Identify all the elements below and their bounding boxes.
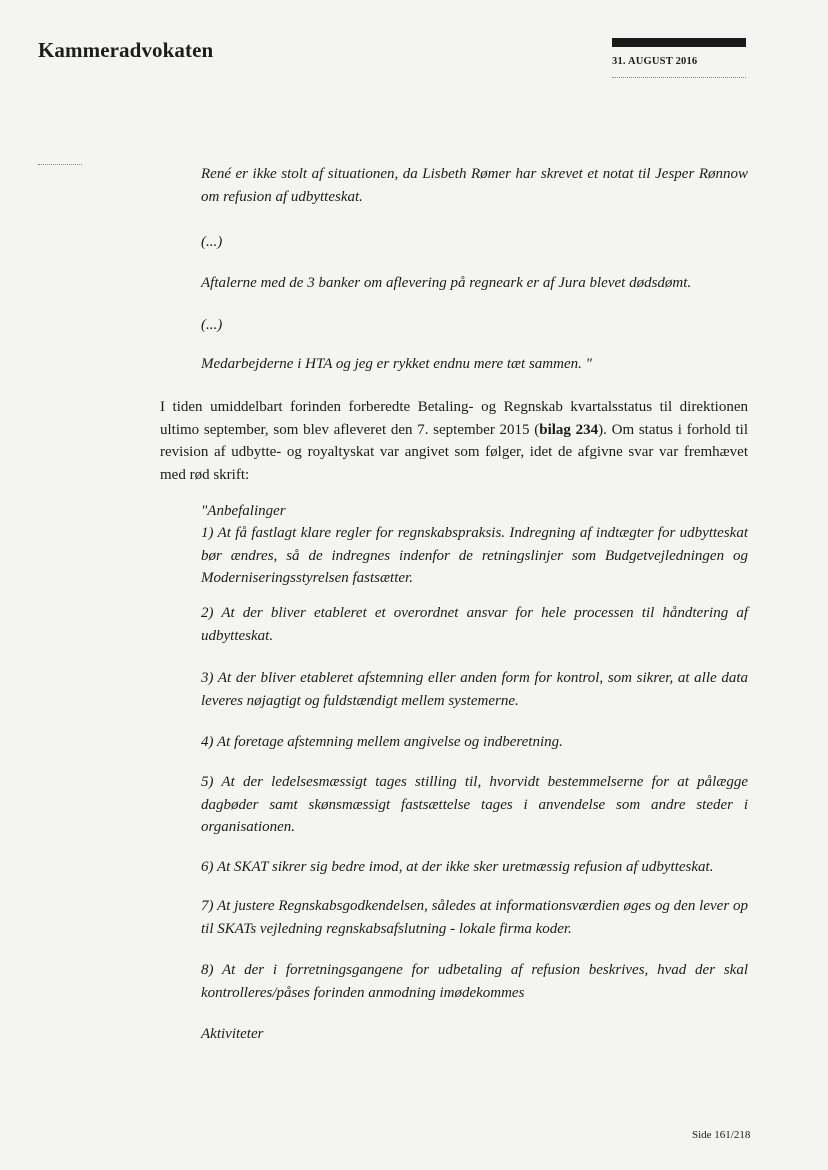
quote-paragraph-1: René er ikke stolt af situationen, da Lisbeth Rømer har skrevet et notat til Jesper Rønnow om refusion af udbytteskat. [201,166,748,205]
page-number: Side 161/218 [692,1129,751,1141]
body-paragraph [160,396,748,486]
recommendation-item-4: 4) At foretage afstemning mellem angivelse og indberetning. [201,734,563,750]
recommendation-item-7: 7) At justere Regnskabsgodkendelsen, således at informationsværdien øges og den lever op til SKATs vejledning regnskabsafslutning - lokale firma koder. [201,898,748,937]
activities-heading: Aktiviteter [201,1026,264,1042]
body-text-part-1: I tiden umiddelbart forinden forberedte Betaling- og Regnskab kvartalsstatus til direktionen ultimo september, som blev afleveret den 7. september 2015 ( [160,399,748,438]
recommendation-item-8: 8) At der i forretningsgangene for udbetaling af refusion beskrives, hvad der skal kontrolleres/påses forinden anmodning imødekommes [201,962,748,1001]
recommendation-item-2: 2) At der bliver etableret et overordnet ansvar for hele processen til håndtering af udbytteskat. [201,605,748,644]
recommendation-item-6: 6) At SKAT sikrer sig bedre imod, at der ikke sker uretmæssig refusion af udbytteskat. [201,859,714,875]
quote-paragraph-3: Medarbejderne i HTA og jeg er rykket endnu mere tæt sammen. " [201,356,592,372]
quote-ellipsis-2: (...) [201,317,223,333]
bilag-reference: bilag 234 [539,421,599,438]
recommendation-item-5: 5) At der ledelsesmæssigt tages stilling til, hvorvidt bestemmelserne for at pålægge dagbøder samt skønsmæssigt fastsættelse tages i anvendelse som andre steder i organisationen. [201,774,748,835]
margin-divider [38,164,82,165]
recommendation-item-3: 3) At der bliver etableret afstemning eller anden form for kontrol, som sikrer, at alle data leveres nøjagtigt og fuldstændigt mellem systemerne. [201,670,748,709]
document-date: 31. AUGUST 2016 [612,56,698,67]
header-bar [612,38,746,47]
brand-name: Kammeradvokaten [38,38,214,62]
recommendations-heading: "Anbefalinger [201,503,286,519]
body-text-part-2: ). Om status i forhold til revision af udbytte- og royaltyskat var angivet som følger, idet de afgivne svar var fremhævet med rød skrift: [160,421,748,483]
quote-ellipsis-1: (...) [201,234,223,250]
recommendation-item-1: 1) At få fastlagt klare regler for regnskabspraksis. Indregning af indtægter for udbytteskat bør ændres, så de indregnes indenfor de retningslinjer som Budgetvejledningen og Moderniseringsstyrelsen fastsætter. [201,525,748,586]
date-divider [612,77,746,78]
quote-paragraph-2: Aftalerne med de 3 banker om aflevering på regneark er af Jura blevet dødsdømt. [201,275,692,291]
